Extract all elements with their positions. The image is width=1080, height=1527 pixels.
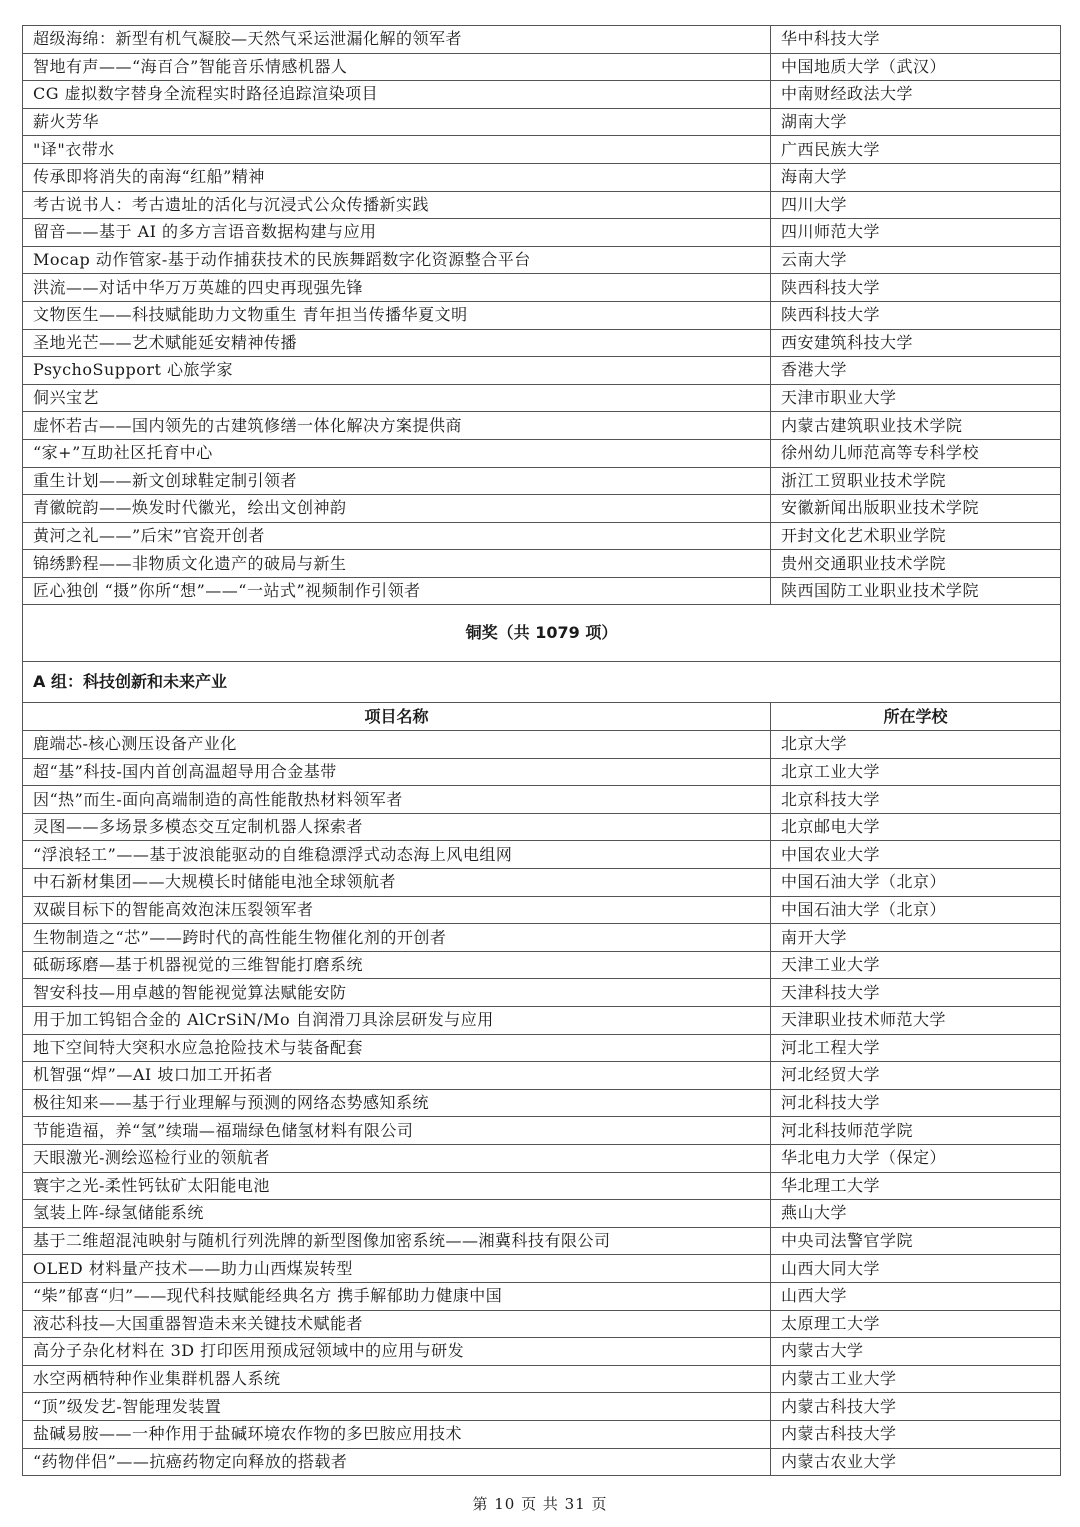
project-name-cell: 黄河之礼——”后宋”官瓷开创者 [23,522,771,550]
table-row [23,26,1061,54]
table-row [23,1420,1061,1448]
table-row [23,53,1061,81]
project-name-cell: 砥砺琢磨—基于机器视觉的三维智能打磨系统 [23,951,771,979]
project-name-cell: 极往知来——基于行业理解与预测的网络态势感知系统 [23,1089,771,1117]
table-row [23,951,1061,979]
table-row [23,1144,1061,1172]
project-name-cell: 匠心独创 “摄”你所“想”——“一站式”视频制作引领者 [23,577,771,605]
school-cell: 天津工业大学 [771,951,1061,979]
school-cell: 内蒙古工业大学 [771,1365,1061,1393]
school-cell: 徐州幼儿师范高等专科学校 [771,439,1061,467]
table-row [23,1172,1061,1200]
table-row [23,329,1061,357]
table-row [23,577,1061,605]
project-name-cell: 盐碱易胺——一种作用于盐碱环境农作物的多巴胺应用技术 [23,1420,771,1448]
school-cell: 开封文化艺术职业学院 [771,522,1061,550]
table-row [23,1062,1061,1090]
table-row [23,896,1061,924]
table-row [23,219,1061,247]
table-row [23,1089,1061,1117]
table-row [23,979,1061,1007]
table-row [23,758,1061,786]
table-row [23,439,1061,467]
school-cell: 四川大学 [771,191,1061,219]
project-name-cell: 水空两栖特种作业集群机器人系统 [23,1365,771,1393]
school-cell: 河北经贸大学 [771,1062,1061,1090]
section-title: 铜奖（共 1079 项） [23,605,1061,662]
project-name-cell: “药物伴侣”——抗癌药物定向释放的搭载者 [23,1448,771,1476]
table-row [23,786,1061,814]
project-name-cell: CG 虚拟数字替身全流程实时路径追踪渲染项目 [23,81,771,109]
table-row [23,384,1061,412]
table-row [23,813,1061,841]
table-row [23,163,1061,191]
school-cell: 贵州交通职业技术学院 [771,550,1061,578]
project-name-cell: Mocap 动作管家-基于动作捕获技术的民族舞蹈数字化资源整合平台 [23,246,771,274]
project-name-cell: “浮浪轻工”——基于波浪能驱动的自维稳漂浮式动态海上风电组网 [23,841,771,869]
table-row [23,136,1061,164]
table-row [23,412,1061,440]
project-name-cell: “柴”郁喜“归”——现代科技赋能经典名方 携手解郁助力健康中国 [23,1282,771,1310]
school-cell: 浙江工贸职业技术学院 [771,467,1061,495]
school-cell: 南开大学 [771,924,1061,952]
project-name-cell: 中石新材集团——大规模长时储能电池全球领航者 [23,869,771,897]
project-name-cell: 灵图——多场景多模态交互定制机器人探索者 [23,813,771,841]
bronze-award-rows [23,731,1061,1476]
project-name-cell: 鹿端芯-核心测压设备产业化 [23,731,771,759]
table-row [23,731,1061,759]
project-name-cell: 寰宇之光-柔性钙钛矿太阳能电池 [23,1172,771,1200]
school-cell: 燕山大学 [771,1200,1061,1228]
school-cell: 河北科技师范学院 [771,1117,1061,1145]
table-row [23,1393,1061,1421]
school-cell: 中国地质大学（武汉） [771,53,1061,81]
school-cell: 陕西科技大学 [771,274,1061,302]
header-row [23,703,1061,731]
school-cell: 华北理工大学 [771,1172,1061,1200]
award-table [22,25,1061,1476]
project-name-cell: 智地有声——“海百合”智能音乐情感机器人 [23,53,771,81]
school-cell: 香港大学 [771,357,1061,385]
school-cell: 安徽新闻出版职业技术学院 [771,495,1061,523]
table-row [23,1255,1061,1283]
table-row [23,1227,1061,1255]
project-name-cell: 因“热”而生-面向高端制造的高性能散热材料领军者 [23,786,771,814]
school-cell: 太原理工大学 [771,1310,1061,1338]
table-row [23,522,1061,550]
table-row [23,1200,1061,1228]
school-cell: 内蒙古科技大学 [771,1420,1061,1448]
school-cell: 河北科技大学 [771,1089,1061,1117]
table-row [23,869,1061,897]
school-cell: 北京邮电大学 [771,813,1061,841]
group-title: A 组：科技创新和未来产业 [23,662,1061,703]
school-cell: 湖南大学 [771,108,1061,136]
table-row [23,108,1061,136]
school-cell: 天津市职业大学 [771,384,1061,412]
table-row [23,1365,1061,1393]
project-name-cell: 机智强“焊”—AI 坡口加工开拓者 [23,1062,771,1090]
school-cell: 内蒙古建筑职业技术学院 [771,412,1061,440]
project-name-cell: 基于二维超混沌映射与随机行列洗牌的新型图像加密系统——湘冀科技有限公司 [23,1227,771,1255]
project-name-cell: 用于加工钨铝合金的 AlCrSiN/Mo 自润滑刀具涂层研发与应用 [23,1007,771,1035]
project-name-cell: 生物制造之“芯”——跨时代的高性能生物催化剂的开创者 [23,924,771,952]
project-name-cell: “家+”互助社区托育中心 [23,439,771,467]
school-cell: 陕西国防工业职业技术学院 [771,577,1061,605]
school-cell: 陕西科技大学 [771,301,1061,329]
school-cell: 华北电力大学（保定） [771,1144,1061,1172]
table-row [23,246,1061,274]
school-cell: 中国石油大学（北京） [771,869,1061,897]
group-row [23,662,1061,703]
project-name-cell: 液芯科技—大国重器智造未来关键技术赋能者 [23,1310,771,1338]
table-row [23,550,1061,578]
project-name-cell: PsychoSupport 心旅学家 [23,357,771,385]
school-cell: 华中科技大学 [771,26,1061,54]
project-name-cell: 双碳目标下的智能高效泡沫压裂领军者 [23,896,771,924]
page-footer: 第 10 页 共 31 页 [472,1495,608,1513]
table-row [23,1448,1061,1476]
project-name-cell: 圣地光芒——艺术赋能延安精神传播 [23,329,771,357]
school-cell: 山西大同大学 [771,1255,1061,1283]
school-cell: 北京科技大学 [771,786,1061,814]
header-project: 项目名称 [23,703,771,731]
project-name-cell: 留音——基于 AI 的多方言语音数据构建与应用 [23,219,771,247]
project-name-cell: 智安科技—用卓越的智能视觉算法赋能安防 [23,979,771,1007]
project-name-cell: 虚怀若古——国内领先的古建筑修缮一体化解决方案提供商 [23,412,771,440]
header-school: 所在学校 [771,703,1061,731]
project-name-cell: 青徽皖韵——焕发时代徽光，绘出文创神韵 [23,495,771,523]
table-row [23,1007,1061,1035]
project-name-cell: 侗兴宝艺 [23,384,771,412]
project-name-cell: 高分子杂化材料在 3D 打印医用预成冠领域中的应用与研发 [23,1338,771,1366]
school-cell: 内蒙古大学 [771,1338,1061,1366]
project-name-cell: 地下空间特大突积水应急抢险技术与装备配套 [23,1034,771,1062]
school-cell: 云南大学 [771,246,1061,274]
project-name-cell: 超“基”科技-国内首创高温超导用合金基带 [23,758,771,786]
project-name-cell: 传承即将消失的南海“红船”精神 [23,163,771,191]
project-name-cell: “顶”级发艺-智能理发装置 [23,1393,771,1421]
section-row [23,605,1061,662]
school-cell: 天津科技大学 [771,979,1061,1007]
table-row [23,924,1061,952]
project-name-cell: 重生计划——新文创球鞋定制引领者 [23,467,771,495]
project-name-cell: 超级海绵：新型有机气凝胶—天然气采运泄漏化解的领军者 [23,26,771,54]
table-row [23,841,1061,869]
project-name-cell: 薪火芳华 [23,108,771,136]
school-cell: 河北工程大学 [771,1034,1061,1062]
table-row [23,467,1061,495]
table-row [23,301,1061,329]
previous-award-rows [23,26,1061,605]
project-name-cell: 节能造福，养“氢”续瑞—福瑞绿色储氢材料有限公司 [23,1117,771,1145]
school-cell: 中央司法警官学院 [771,1227,1061,1255]
school-cell: 山西大学 [771,1282,1061,1310]
project-name-cell: 氢装上阵-绿氢储能系统 [23,1200,771,1228]
table-row [23,1310,1061,1338]
school-cell: 北京大学 [771,731,1061,759]
school-cell: 广西民族大学 [771,136,1061,164]
school-cell: 四川师范大学 [771,219,1061,247]
table-row [23,274,1061,302]
school-cell: 中国农业大学 [771,841,1061,869]
table-row [23,495,1061,523]
school-cell: 天津职业技术师范大学 [771,1007,1061,1035]
table-row [23,1338,1061,1366]
school-cell: 内蒙古农业大学 [771,1448,1061,1476]
project-name-cell: OLED 材料量产技术——助力山西煤炭转型 [23,1255,771,1283]
award-table-sheet [22,25,1058,1476]
school-cell: 内蒙古科技大学 [771,1393,1061,1421]
project-name-cell: 洪流——对话中华万万英雄的四史再现强先锋 [23,274,771,302]
table-row [23,1117,1061,1145]
table-row [23,357,1061,385]
table-row [23,81,1061,109]
project-name-cell: 天眼激光-测绘巡检行业的领航者 [23,1144,771,1172]
project-name-cell: 文物医生——科技赋能助力文物重生 青年担当传播华夏文明 [23,301,771,329]
table-row [23,1034,1061,1062]
school-cell: 中南财经政法大学 [771,81,1061,109]
project-name-cell: "译"衣带水 [23,136,771,164]
project-name-cell: 锦绣黔程——非物质文化遗产的破局与新生 [23,550,771,578]
school-cell: 西安建筑科技大学 [771,329,1061,357]
school-cell: 北京工业大学 [771,758,1061,786]
table-row [23,1282,1061,1310]
table-row [23,191,1061,219]
school-cell: 中国石油大学（北京） [771,896,1061,924]
project-name-cell: 考古说书人：考古遗址的活化与沉浸式公众传播新实践 [23,191,771,219]
school-cell: 海南大学 [771,163,1061,191]
